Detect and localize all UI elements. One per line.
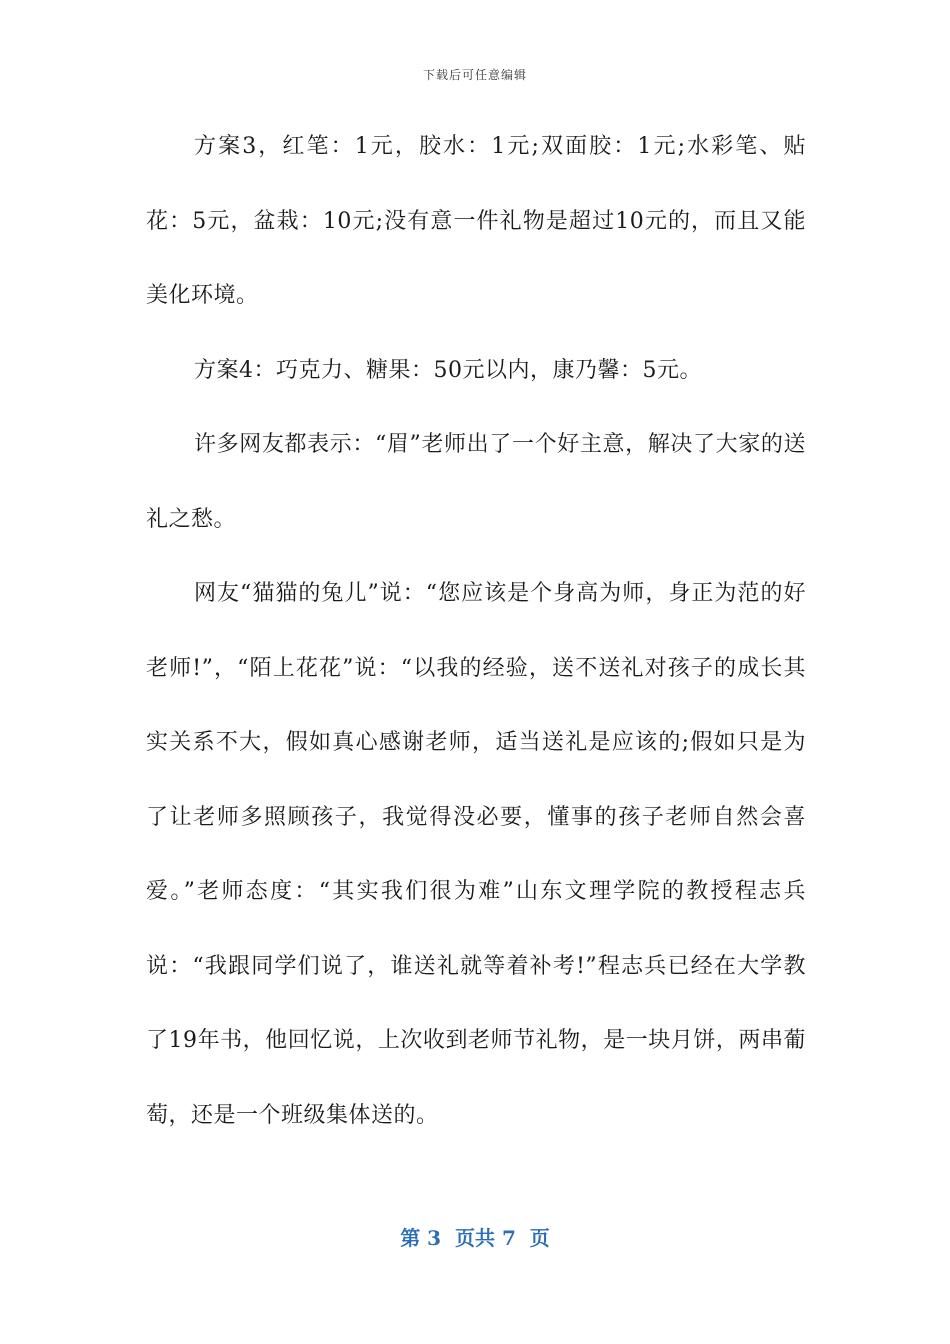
paragraph-netizen-quotes: 网友“猫猫的兔儿”说：“您应该是个身高为师，身正为范的好老师!”，“陌上花花”说：“以我的经验，送不送礼对孩子的成长其实关系不大，假如真心感谢老师，适当送礼是应该的;假如只是为了让老师多照顾孩子，我觉得没必要，懂事的孩子老师自然会喜爱。”老师态度：“其实我们很为难”山东文理学院的教授程志兵说：“我跟同学们说了，谁送礼就等着补考!”程志兵已经在大学教了19年书，他回忆说，上次收到老师节礼物，是一块月饼，两串葡萄，还是一个班级集体送的。	[146, 581, 806, 1128]
paragraph-plan-3: 方案3，红笔：1元，胶水：1元;双面胶：1元;水彩笔、贴花：5元，盆栽：10元;没有意一件礼物是超过10元的，而且又能美化环境。	[146, 134, 806, 308]
page-header: 下载后可任意编辑	[422, 68, 527, 82]
document-body	[146, 110, 806, 1153]
paragraph-plan-4: 方案4：巧克力、糖果：50元以内，康乃馨：5元。	[194, 357, 702, 383]
page-number-footer: 第 3 页共 7 页	[400, 1226, 550, 1250]
paragraph-netizens-opinion: 许多网友都表示：“眉”老师出了一个好主意，解决了大家的送礼之愁。	[146, 432, 806, 532]
